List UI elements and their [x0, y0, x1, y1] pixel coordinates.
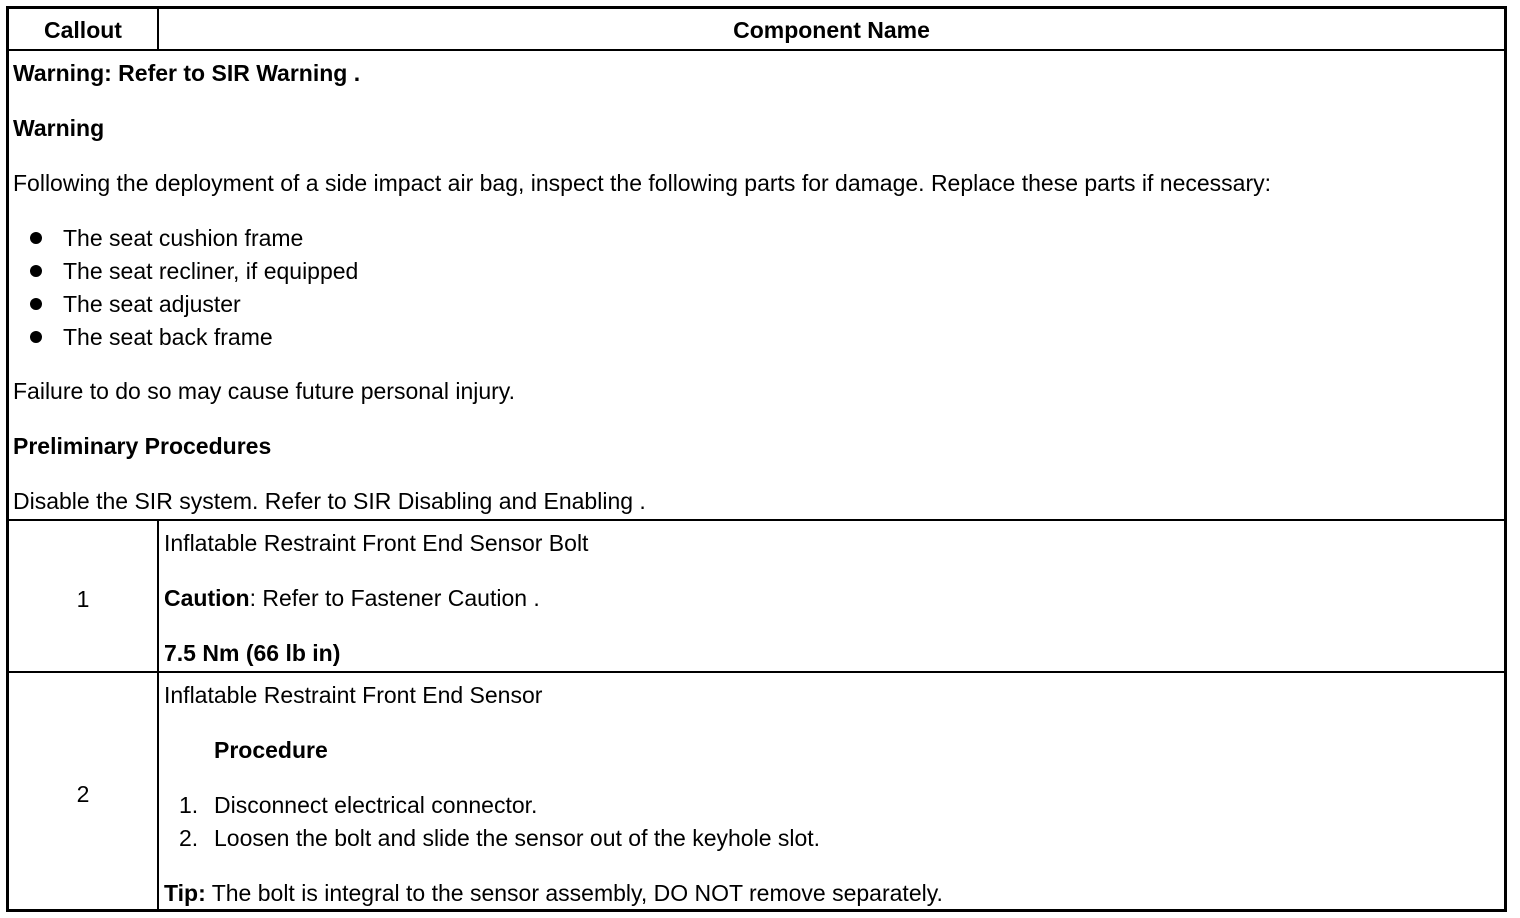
- component-name: Inflatable Restraint Front End Sensor Bolt: [164, 530, 589, 556]
- tip-text: The bolt is integral to the sensor assembly, DO NOT remove separately.: [205, 880, 943, 906]
- callout-divider: [157, 520, 159, 912]
- header-callout: Callout: [44, 16, 122, 43]
- component-table: [6, 6, 1507, 912]
- step-text: Loosen the bolt and slide the sensor out of the keyhole slot.: [214, 825, 821, 851]
- row-rule: [9, 671, 1504, 673]
- caution-line: [164, 584, 540, 612]
- header-divider: [157, 9, 159, 51]
- component-name: Inflatable Restraint Front End Sensor: [164, 682, 543, 708]
- list-item: The seat adjuster: [63, 291, 241, 317]
- bullet-icon: [30, 298, 42, 310]
- caution-text: : Refer to Fastener Caution .: [249, 585, 540, 611]
- caution-label: Caution: [164, 585, 250, 611]
- list-item: The seat cushion frame: [63, 225, 304, 251]
- callout-number: 1: [76, 586, 90, 612]
- bullet-icon: [30, 265, 42, 277]
- torque-spec: 7.5 Nm (66 lb in): [164, 640, 341, 666]
- preliminary-text: Disable the SIR system. Refer to SIR Disabling and Enabling .: [13, 488, 646, 514]
- bullet-icon: [30, 331, 42, 343]
- list-item: The seat back frame: [63, 324, 273, 350]
- tip-line: [164, 879, 943, 907]
- warning-heading: Warning: [13, 115, 105, 141]
- header-rule: [9, 49, 1504, 51]
- failure-text: Failure to do so may cause future personal injury.: [13, 378, 515, 404]
- tip-label: Tip:: [164, 880, 206, 906]
- procedure-heading: Procedure: [214, 737, 328, 763]
- list-item: The seat recliner, if equipped: [63, 258, 359, 284]
- warning-reference: Warning: Refer to SIR Warning .: [13, 60, 361, 86]
- intro-rule: [9, 519, 1504, 521]
- header-component-name: Component Name: [733, 16, 930, 43]
- warning-text: Following the deployment of a side impact air bag, inspect the following parts for damage. Replace these parts if necessary:: [13, 170, 1272, 196]
- step-number: 2.: [179, 825, 199, 851]
- bullet-icon: [30, 232, 42, 244]
- preliminary-heading: Preliminary Procedures: [13, 433, 272, 459]
- step-text: Disconnect electrical connector.: [214, 792, 538, 818]
- callout-number: 2: [76, 781, 90, 807]
- step-number: 1.: [179, 792, 199, 818]
